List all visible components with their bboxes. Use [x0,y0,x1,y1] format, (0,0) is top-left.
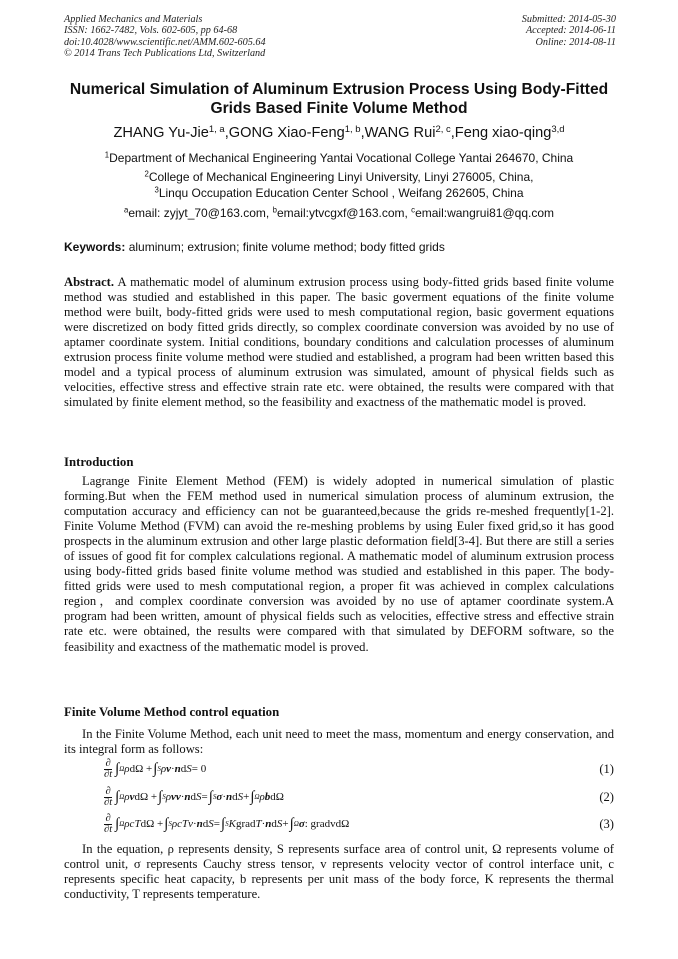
journal-name: Applied Mechanics and Materials [64,14,203,25]
affiliation: $^1$Department of Mechanical Engineering Yantai Vocational College Yantai 264670, China [104,150,574,165]
author: ,Feng xiao-qing [450,125,552,141]
submitted-date: Submitted: 2014-05-30 [521,14,616,25]
fvm-intro-text: In the Finite Volume Method, each unit need to meet the mass, momentum and energy conservation, and its integral form as follows: [64,727,614,757]
section-heading-introduction: Introduction [64,455,134,469]
equation-2: $\frac{\partial}{\partial t}$ ∫ Ω ρ v dΩ + ∫ S ρ vv · n d S = ∫ S σ · n d S + ∫ Ω ρ b dΩ [104,785,284,808]
author: ZHANG Yu-Jie [113,125,209,141]
email-line: $^a$email: zyjyt_70@163.com, $^b$email:ytvcgxf@163.com, $^c$email:wangrui81@qq.com [124,205,554,220]
dates-info [522,14,616,48]
issn: ISSN: 1662-7482, Vols. 602-605, pp 64-68 [64,25,238,37]
author: ,GONG Xiao-Feng [224,125,345,141]
accepted-date: Accepted: 2014-06-11 [525,25,616,37]
paper-title: Numerical Simulation of Aluminum Extrusion Process Using Body-Fitted Grids Based Finite Volume Method [69,81,609,117]
abstract: Abstract. A mathematic model of aluminum extrusion process using body-fitted grids based finite volume method was studied and established in this paper. The basic goverment equations of the finite volume method were built, body-fitted grids were used to mesh computational region, basic goverment equations were discretized on body fitted grids directly, so complex coordinate conversion was avoided by no use of aptamer coordinate system. Initial conditions, boundary conditions and calculation processes of aluminum extrusion process finite volume method were studied and established, a program had been written based this model and a typical process of aluminum extrusion was simulated, amount of physical fields such as velocities, effective stress and effective strain rate etc. were obtained, the results were compared with that simulated by finite element method, so the feasibility and exactness of the mathematic model is proved. [64,275,614,410]
equation-3-number: (3) [599,817,614,831]
author: ,WANG Rui [360,125,436,141]
keywords: Keywords: aluminum; extrusion; finite volume method; body fitted grids [64,240,445,254]
equation-1-number: (1) [599,762,614,776]
introduction-text: Lagrange Finite Element Method (FEM) is widely adopted in numerical simulation of plastic forming.But when the FEM method used in numerical simulation process of aluminum extrusion, the computation accuracy and efficiency can not be guaranteed,because the grids re-meshed frequently[1-2]. Finite Volume Method (FVM) can avoid the re-meshing problems by using Euler fixed grid,so it has good prospects in the aluminum extrusion and other large plastic deformation field[3-4]. But there are still a series of issues of good fit for complex calculations regional. A mathematic model of aluminum extrusion process using body-fitted grids based finite volume method was studied and established in this paper. The body-fitted grids were used to mesh computational region, a proper fit was achieved in complex calculations region，and complex coordinate conversion was avoided by no use of aptamer coordinate system.A program had been written, amount of physical fields such as velocities, effective stress and effective strain rate etc. were obtained, the results were compared with that simulated by DEFORM software, so the feasibility and exactness of the mathematic model is proved. [64,474,614,654]
fvm-explanation-text: In the equation, ρ represents density, S represents surface area of control unit, Ω represents volume of control unit, σ represents Cauchy stress tensor, v represents velocity vector of control interface unit, c represents specific heat capacity, b represents per unit mass of the body force, K represents the thermal conductivity, T represents temperature. [64,842,614,902]
affiliation: $^2$College of Mechanical Engineering Linyi University, Linyi 276005, China, [144,169,534,184]
affiliation: $^3$Linqu Occupation Education Center School , Weifang 262605, China [154,185,524,200]
equation-3: $\frac{\partial}{\partial t}$ ∫ Ω ρcT dΩ + ∫ S ρcTv · n d S = ∫ S K grad T · n d S + ∫ Ω σ : gradvdΩ [104,812,350,835]
equation-1: $\frac{\partial}{\partial t}$ ∫ Ω ρ dΩ + ∫ S ρ v · n d S = 0 [104,757,207,780]
abstract-label: Abstract. [64,275,115,289]
copyright: © 2014 Trans Tech Publications Ltd, Switzerland [64,47,266,59]
online-date: Online: 2014-08-11 [535,36,616,48]
doi: doi:10.4028/www.scientific.net/AMM.602-605.64 [64,36,266,48]
equation-2-number: (2) [599,790,614,804]
author-list: ZHANG Yu-Jie$^{1, a}$,GONG Xiao-Feng$^{1, b}$,WANG Rui$^{2, c}$,Feng xiao-qing$^{3,d}$ [113,123,565,141]
section-heading-fvm: Finite Volume Method control equation [64,705,280,719]
journal-info [64,14,266,59]
